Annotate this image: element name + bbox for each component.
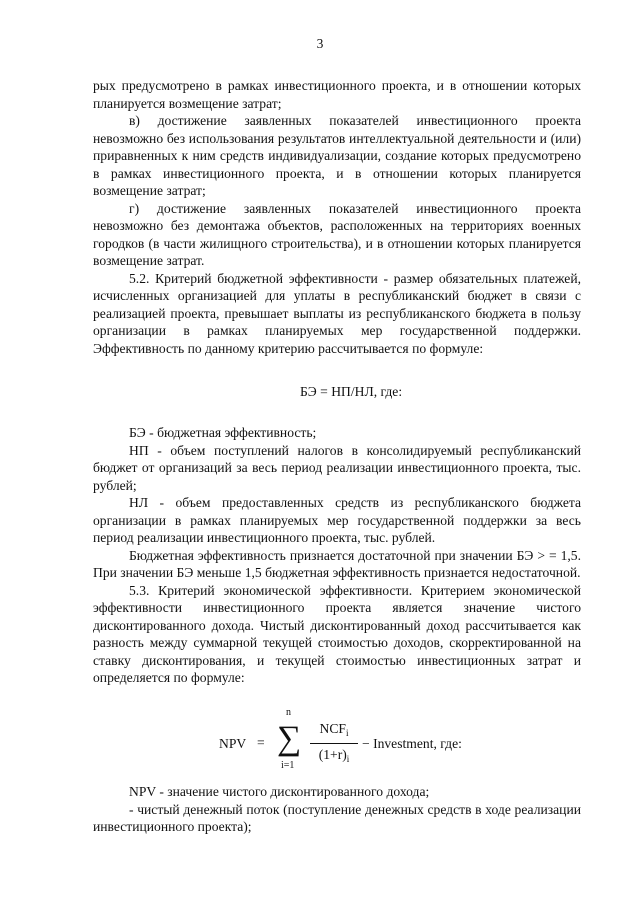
paragraph: в) достижение заявленных показателей инвестиционного проекта невозможно без использования результатов интеллектуальной деятельности и (или) приравненных к ним средств индивидуализации, создание которых предусмотрено в рамках инвестиционного проекта, и в отношении которых планируется возмещение затрат;	[93, 113, 581, 198]
npv-equals: =	[257, 735, 265, 750]
sum-upper-limit: n	[286, 707, 291, 718]
numerator-subscript: i	[345, 728, 349, 738]
formula-npv	[219, 704, 479, 776]
fraction	[310, 720, 358, 768]
sigma-icon: ∑	[277, 720, 302, 757]
fraction-denominator	[310, 746, 358, 768]
fraction-bar	[310, 743, 358, 744]
paragraph: - чистый денежный поток (поступление денежных средств в ходе реализации инвестиционного проекта);	[93, 801, 581, 834]
paragraph: 5.3. Критерий экономической эффективности. Критерием экономической эффективности инвестиционного проекта является значение чистого дисконтированного дохода. Чистый дисконтированный доход рассчитывается как разность между суммарной текущей стоимостью доходов, скорректированной на ставку дисконтирования, и текущей стоимостью инвестиционных затрат и определяется по формуле:	[93, 582, 581, 685]
text-block-bottom	[93, 783, 581, 836]
sum-lower-limit: i=1	[281, 760, 295, 771]
paragraph: NPV - значение чистого дисконтированного дохода;	[129, 784, 430, 799]
paragraph: БЭ - бюджетная эффективность;	[129, 425, 317, 440]
npv-lhs: NPV	[219, 736, 247, 751]
paragraph: 5.2. Критерий бюджетной эффективности - размер обязательных платежей, исчисленных организацией для уплаты в республиканский бюджет в связи с реализацией проекта, превышает выплаты из республиканского бюджета в пользу организации в рамках планируемых мер государственной поддержки. Эффективность по данному критерию рассчитывается по формуле:	[93, 270, 581, 356]
paragraph: Бюджетная эффективность признается достаточной при значении БЭ > = 1,5. При значении БЭ меньше 1,5 бюджетная эффективность признается недостаточной.	[93, 547, 581, 580]
formula-budget-efficiency: БЭ = НП/НЛ, где:	[300, 384, 403, 399]
npv-tail: − Investment, где:	[362, 736, 462, 751]
page-number: 3	[316, 36, 324, 51]
denominator-subscript: i	[346, 754, 350, 764]
text-block-top	[93, 77, 581, 357]
paragraph: НЛ - объем предоставленных средств из республиканского бюджета организации в рамках планируемых мер государственной поддержки за весь период реализации инвестиционного проекта, тыс. рублей.	[93, 495, 581, 545]
paragraph: рых предусмотрено в рамках инвестиционного проекта, и в отношении которых планируется возмещение затрат;	[93, 78, 581, 111]
denominator-text: (1+r)	[318, 747, 347, 762]
fraction-numerator	[310, 720, 358, 742]
text-block-middle	[93, 424, 581, 687]
paragraph: г) достижение заявленных показателей инвестиционного проекта невозможно без демонтажа объектов, расположенных на территориях военных городков (в части жилищного строительства), и в отношении которых планируется возмещение затрат.	[93, 200, 581, 268]
paragraph: НП - объем поступлений налогов в консолидируемый республиканский бюджет от организаций за весь период реализации инвестиционного проекта, тыс. рублей;	[93, 442, 581, 493]
numerator-text: NCF	[319, 721, 346, 736]
